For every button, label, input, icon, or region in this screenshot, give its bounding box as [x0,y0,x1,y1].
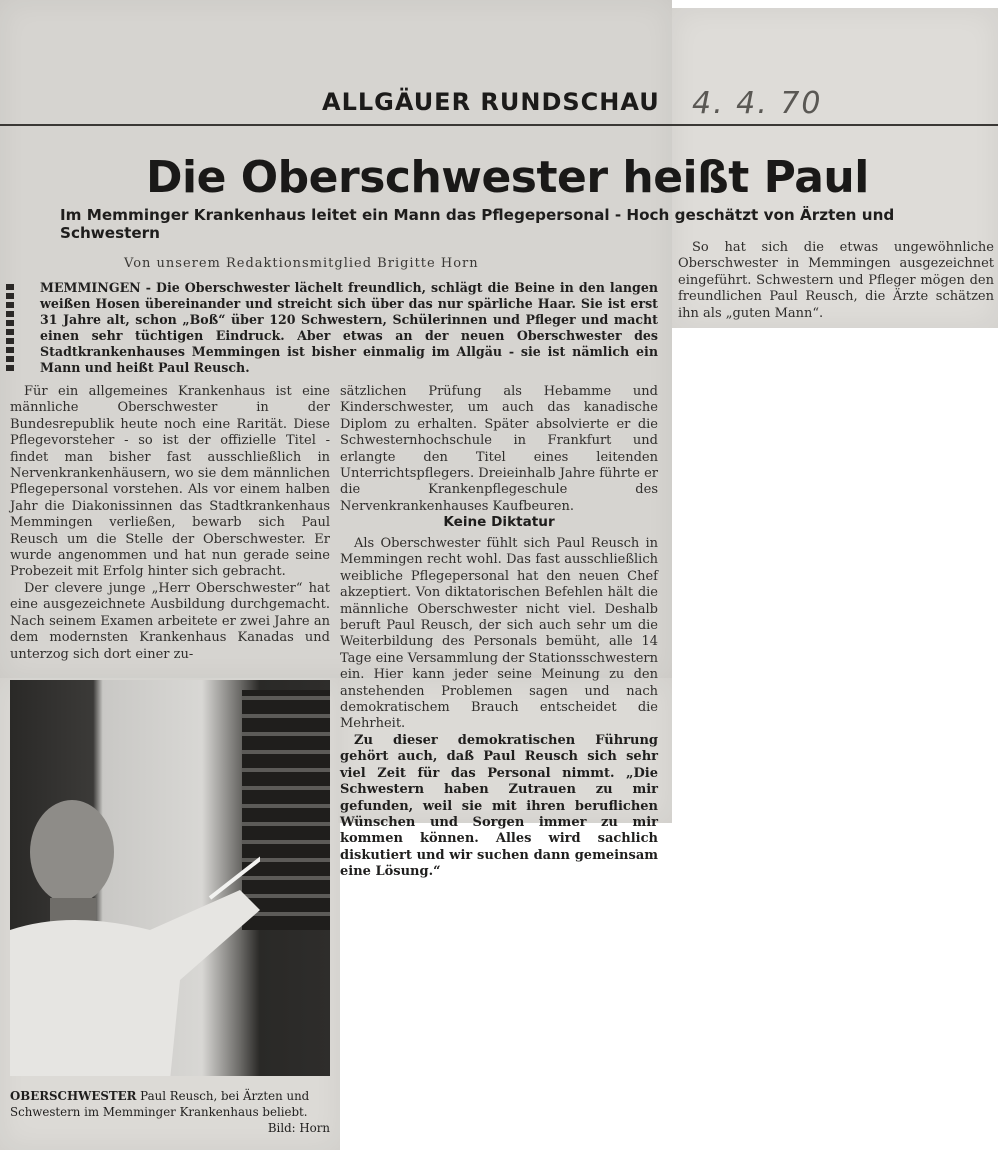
photo-caption [10,1088,330,1136]
caption-text: Paul Reusch, bei Ärzten und Schwestern im Memminger Krankenhaus beliebt. [10,1089,310,1119]
paragraph: Als Oberschwester fühlt sich Paul Reusch in Memmingen recht wohl. Das fast ausschließlich weibliche Pflegepersonal hat den neuen Chef akzeptiert. Von diktatorischen Befehlen hält die männliche Oberschwester nicht viel. Deshalb beruft Paul Reusch, der sich auch sehr um die Weiterbildung des Personals bemüht, alle 14 Tage eine Versammlung der Stationsschwestern ein. Hier kann jeder seine Meinung zu den anstehenden Problemen sagen und nach demokratischem Brauch entscheidet die Mehrheit. [340,536,658,732]
byline: Von unserem Redaktionsmitglied Brigitte Horn [124,256,479,271]
article-column-3 [678,240,994,322]
person-figure [10,780,260,1076]
caption-lead: OBERSCHWESTER [10,1089,137,1103]
masthead: ALLGÄUER RUNDSCHAU [322,88,660,116]
paragraph: Für ein allgemeines Krankenhaus ist eine männliche Oberschwester in der Bundesrepublik heute noch eine Rarität. Diese Pflegevorsteher - so ist der offizielle Titel - findet man bisher fast ausschließlich in Nervenkrankenhäusern, wo sie dem männlichen Pflegepersonal vorstehen. Als vor einem halben Jahr die Diakonissinnen das Stadtkrankenhaus Memmingen verließen, bewarb sich Paul Reusch um die Stelle der Oberschwester. Er wurde angenommen und hat nun gerade seine Probezeit mit Erfolg hinter sich gebracht. [10,384,330,580]
subheadline: Im Memminger Krankenhaus leitet ein Mann das Pflegepersonal - Hoch geschätzt von Ärzten und Schwestern [60,206,895,242]
paragraph: sätzlichen Prüfung als Hebamme und Kinderschwester, um auch das kanadische Diplom zu erhalten. Später absolvierte er die Schwesternhochschule in Frankfurt und erlangte den Titel eines leitenden Unterrichtspflegers. Dreieinhalb Jahre führte er die Krankenpflegeschule des Nervenkrankenhauses Kaufbeuren. [340,384,658,514]
article-column-2-continued [340,536,658,881]
lead-marker [6,284,16,374]
article-column-1 [10,384,330,663]
headline: Die Oberschwester heißt Paul [146,152,869,203]
article-photo [10,680,330,1076]
paragraph: Zu dieser demokratischen Führung gehört auch, daß Paul Reusch sich sehr viel Zeit für das Personal nimmt. „Die Schwestern haben Zutrauen zu mir gefunden, weil sie mit ihren beruflichen Wünschen und Sorgen immer zu mir kommen können. Alles wird sachlich diskutiert und wir suchen dann gemeinsam eine Lösung.“ [340,732,658,880]
handwritten-date: 4. 4. 70 [692,86,823,121]
lead-paragraph: MEMMINGEN - Die Oberschwester lächelt freundlich, schlägt die Beine in den langen weißen Hosen übereinander und streicht sich über das nur spärliche Haar. Sie ist erst 31 Jahre alt, schon „Boß“ über 120 Schwestern, Schülerinnen und Pfleger und macht einen sehr tüchtigen Eindruck. Aber etwas an der neuen Oberschwester des Stadtkrankenhauses Memmingen ist bisher einmalig im Allgäu - sie ist nämlich ein Mann und heißt Paul Reusch. [40,280,658,375]
paragraph: So hat sich die etwas ungewöhnliche Oberschwester in Memmingen ausgezeichnet eingeführt. Schwestern und Pfleger mögen den freundlichen Paul Reusch, die Ärzte schätzen ihn als „guten Mann“. [678,240,994,321]
photo-credit: Bild: Horn [267,1121,330,1135]
article-column-2 [340,384,658,515]
masthead-rule [0,124,998,126]
section-subhead: Keine Diktatur [443,514,555,530]
paragraph: Der clevere junge „Herr Oberschwester“ hat eine ausgezeichnete Ausbildung durchgemacht. Nach seinem Examen arbeitete er zwei Jahre an dem modernsten Krankenhaus Kanadas und unterzog sich dort einer zu- [10,580,330,662]
